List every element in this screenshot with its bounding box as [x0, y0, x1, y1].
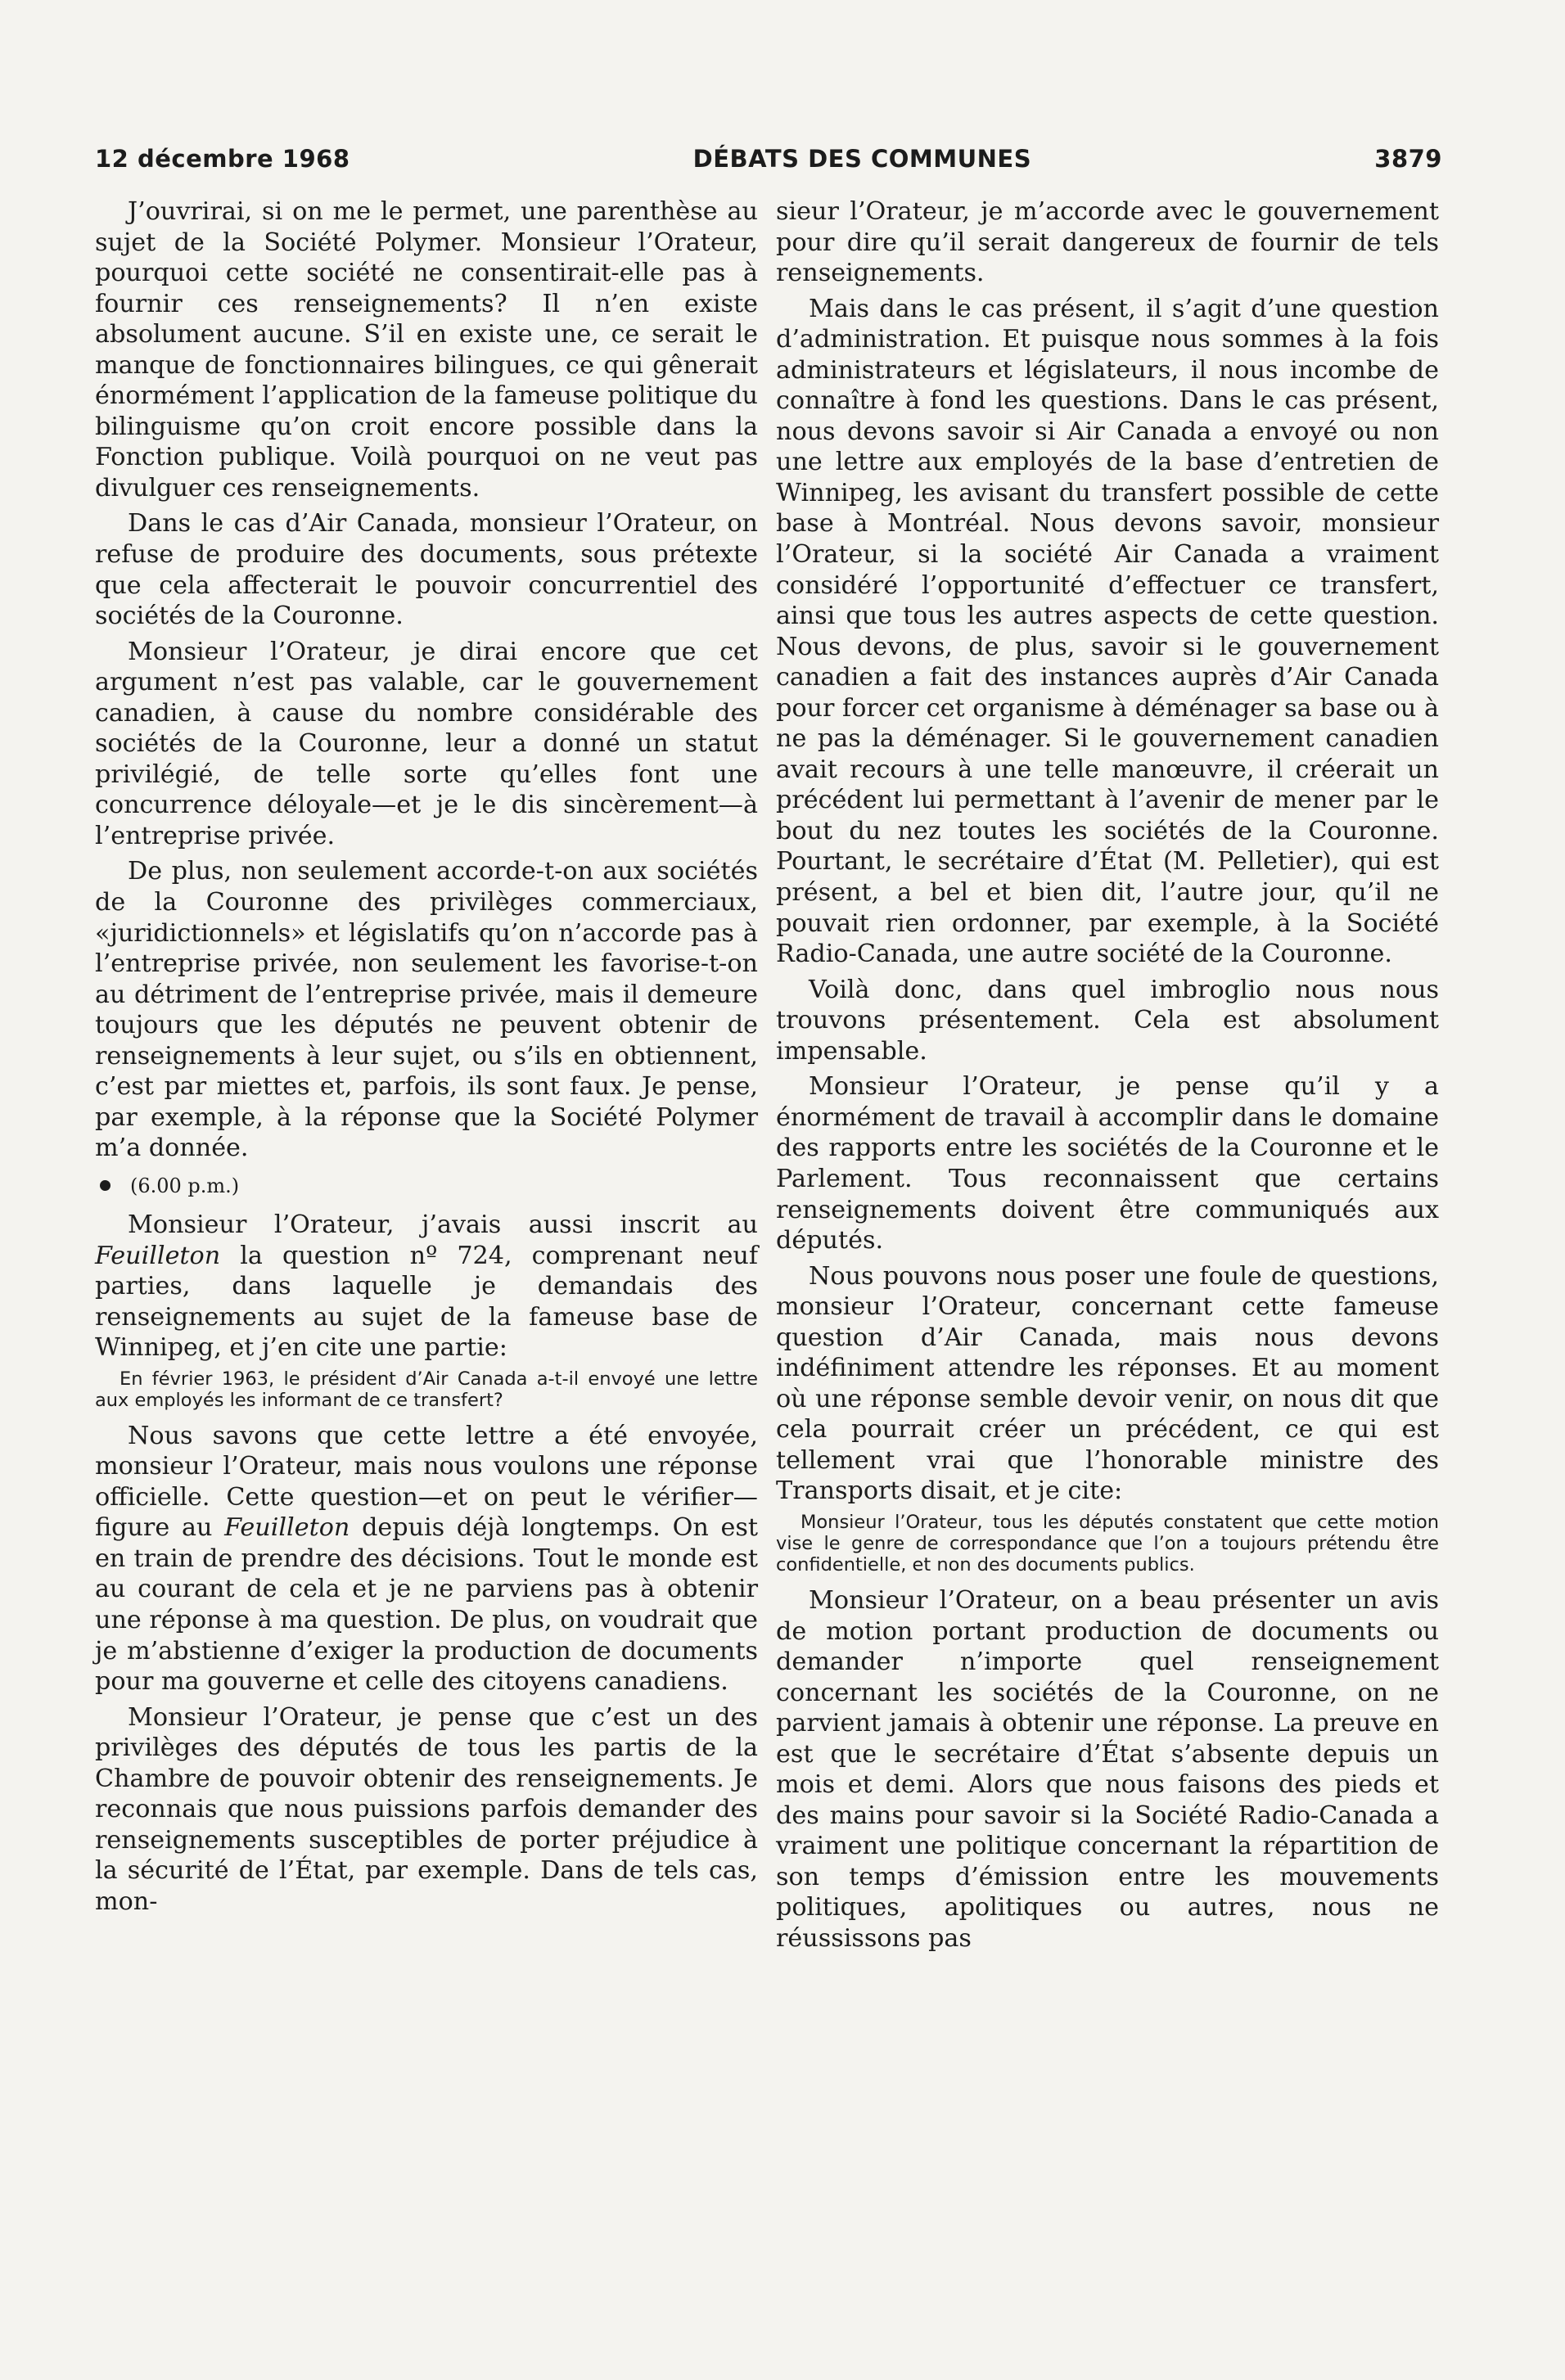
left-column	[95, 196, 758, 1922]
left-paragraph-5	[95, 1210, 758, 1364]
left-paragraph-5-text-b: la question nº 724, comprenant neuf parties, dans laquelle je demandais des renseignements au sujet de la fameuse base de Winnipeg, et j’en cite une partie:	[95, 1241, 758, 1363]
bullet-icon	[100, 1180, 110, 1191]
left-paragraph-2: Dans le cas d’Air Canada, monsieur l’Orateur, on refuse de produire des documents, sous prétexte que cela affecterait le pouvoir concurrentiel des sociétés de la Couronne.	[95, 509, 758, 631]
left-paragraph-6-emphasis: Feuilleton	[224, 1513, 350, 1543]
left-quotation-text: En février 1963, le président d’Air Canada a-t-il envoyé une lettre aux employés les informant de ce transfert?	[95, 1368, 758, 1411]
left-paragraph-3: Monsieur l’Orateur, je dirai encore que cet argument n’est pas valable, car le gouvernement canadien, à cause du nombre considérable des sociétés de la Couronne, leur a donné un statut privilégié, de telle sorte qu’elles font une concurrence déloyale—et je le dis sincèrement—à l’entreprise privée.	[95, 637, 758, 850]
header-page-number: 3879	[1374, 145, 1442, 173]
left-paragraph-1: J’ouvrirai, si on me le permet, une parenthèse au sujet de la Société Polymer. Monsieur l’Orateur, pourquoi cette société ne consentirait-elle pas à fournir ces renseignements? Il n’en existe absolument aucune. S’il en existe une, ce serait le manque de fonctionnaires bilingues, ce qui gênerait énormément l’application de la fameuse politique du bilinguisme qu’on croit encore possible dans la Fonction publique. Voilà pourquoi on ne veut pas divulguer ces renseignements.	[95, 197, 758, 503]
right-paragraph-1: sieur l’Orateur, je m’accorde avec le gouvernement pour dire qu’il serait dangereux de fournir de tels renseignements.	[776, 197, 1439, 288]
right-quotation-text: Monsieur l’Orateur, tous les députés constatent que cette motion vise le genre de correspondance que l’on a toujours prétendu être confidentielle, et non des documents publics.	[776, 1511, 1439, 1575]
header-title: DÉBATS DES COMMUNES	[692, 145, 1032, 173]
right-quotation	[776, 1512, 1439, 1575]
left-paragraph-5-emphasis: Feuilleton	[95, 1241, 221, 1270]
left-quotation	[95, 1368, 758, 1411]
left-paragraph-5-text-a: Monsieur l’Orateur, j’avais aussi inscrit au	[128, 1210, 758, 1239]
header-date: 12 décembre 1968	[95, 145, 350, 173]
right-column	[776, 196, 1439, 1959]
right-paragraph-6: Monsieur l’Orateur, on a beau présenter un avis de motion portant production de documents ou demander n’importe quel renseignement concernant les sociétés de la Couronne, on ne parvient jamais à obtenir une réponse. La preuve en est que le secrétaire d’État s’absente depuis un mois et demi. Alors que nous faisons des pieds et des mains pour savoir si la Société Radio-Canada a vraiment une politique concernant la répartition de son temps d’émission entre les mouvements politiques, apolitiques ou autres, nous ne réussissons pas	[776, 1585, 1439, 1953]
running-header	[95, 141, 1442, 177]
session-timestamp	[95, 1172, 758, 1200]
left-paragraph-7: Monsieur l’Orateur, je pense que c’est un des privilèges des députés de tous les partis de la Chambre de pouvoir obtenir des renseignements. Je reconnais que nous puissions parfois demander des renseignements susceptibles de porter préjudice à la sécurité de l’État, par exemple. Dans de tels cas, mon-	[95, 1702, 758, 1916]
right-paragraph-3: Voilà donc, dans quel imbroglio nous nous trouvons présentement. Cela est absolument impensable.	[776, 975, 1439, 1066]
timestamp-text: (6.00 p.m.)	[130, 1174, 240, 1197]
left-paragraph-4: De plus, non seulement accorde-t-on aux sociétés de la Couronne des privilèges commerciaux, «juridictionnels» et législatifs qu’on n’accorde pas à l’entreprise privée, non seulement les favorise-t-on au détriment de l’entreprise privée, mais il demeure toujours que les députés ne peuvent obtenir de renseignements à leur sujet, ou s’ils en obtiennent, c’est par miettes et, parfois, ils sont faux. Je pense, par exemple, à la réponse que la Société Polymer m’a donnée.	[95, 857, 758, 1163]
right-paragraph-4: Monsieur l’Orateur, je pense qu’il y a énormément de travail à accomplir dans le domaine des rapports entre les sociétés de la Couronne et le Parlement. Tous reconnaissent que certains renseignements doivent être communiqués aux députés.	[776, 1072, 1439, 1255]
right-paragraph-5: Nous pouvons nous poser une foule de questions, monsieur l’Orateur, concernant cette fameuse question d’Air Canada, mais nous devons indéfiniment attendre les réponses. Et au moment où une réponse semble devoir venir, on nous dit que cela pourrait créer un précédent, ce qui est tellement vrai que l’honorable ministre des Transports disait, et je cite:	[776, 1261, 1439, 1506]
left-paragraph-6-text-a: Nous savons que cette lettre a été envoyée, monsieur l’Orateur, mais nous voulons une réponse officielle. Cette question—et on peut le vérifier—figure au	[95, 1421, 758, 1543]
left-paragraph-6	[95, 1421, 758, 1697]
left-paragraph-6-text-b: depuis déjà longtemps. On est en train de prendre des décisions. Tout le monde est au courant de cela et je ne parviens pas à obtenir une réponse à ma question. De plus, on voudrait que je m’abstienne d’exiger la production de documents pour ma gouverne et celle des citoyens canadiens.	[95, 1513, 759, 1697]
right-paragraph-2: Mais dans le cas présent, il s’agit d’une question d’administration. Et puisque nous sommes à la fois administrateurs et législateurs, il nous incombe de connaître à fond les questions. Dans le cas présent, nous devons savoir si Air Canada a envoyé ou non une lettre aux employés de la base d’entretien de Winnipeg, les avisant du transfert possible de cette base à Montréal. Nous devons savoir, monsieur l’Orateur, si la société Air Canada a vraiment considéré l’opportunité d’effectuer ce transfert, ainsi que tous les autres aspects de cette question. Nous devons, de plus, savoir si le gouvernement canadien a fait des instances auprès d’Air Canada pour forcer cet organisme à déménager sa base ou à ne pas la déménager. Si le gouvernement canadien avait recours à une telle manœuvre, il créerait un précédent lui permettant à l’avenir de mener par le bout du nez toutes les sociétés de la Couronne. Pourtant, le secrétaire d’État (M. Pelletier), qui est présent, a bel et bien dit, l’autre jour, qu’il ne pouvait rien ordonner, par exemple, à la Société Radio-Canada, une autre société de la Couronne.	[776, 294, 1439, 969]
